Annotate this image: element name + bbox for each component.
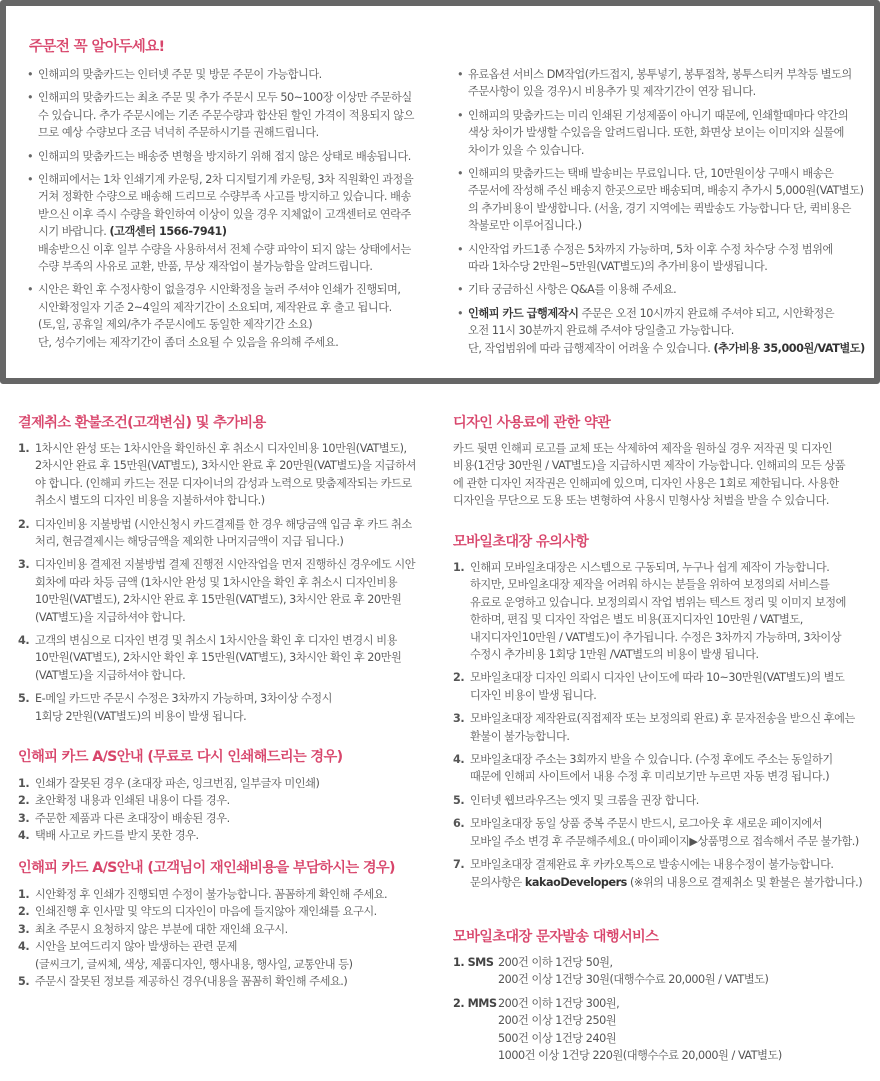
list-item: 4. 고객의 변심으로 디자인 변경 및 취소시 1차시안을 확인 후 디자인 변경시 비용 10만원(VAT별도), 2차시안 확인 후 15만원(VAT별도), 3차시안 확인 후 20만원 (VAT별도)을 지급하셔야 합니다. — [18, 634, 402, 682]
list-item: 5. 주문시 잘못된 정보를 제공하신 경우(내용을 꼼꼼히 확인해 주세요.) — [18, 975, 348, 989]
as-free-list — [18, 775, 438, 845]
list-item: 1. 1차시안 완성 또는 1차시안을 확인하신 후 취소시 디자인비용 10만원(VAT별도), 2차시안 완료 후 15만원(VAT별도), 3차시안 완료 후 20만원(VAT별도)을 지급하셔 야 합니다. (인해피 카드는 전문 디자이너의 감성과 노력으로 맞춤제작되는 카드로 취소시 별도의 디자인 비용을 지불하셔야 합니다.) — [18, 442, 416, 508]
list-item: 5. E-메일 카드만 주문시 수정은 3차까지 가능하며, 3차이상 수정시 1회당 2만원(VAT별도)의 비용이 발생 됩니다. — [18, 692, 332, 723]
refund-title: 결제취소 환불조건(고객변심) 및 추가비용 — [18, 415, 266, 431]
kakao-developers-label: kakaoDevelopers — [524, 875, 627, 889]
refund-list — [18, 440, 438, 731]
list-item: 6. 모바일초대장 동일 상품 중복 주문시 반드시, 로그아웃 후 새로운 페이지에서 모바일 주소 변경 후 주문해주세요.( 마이페이지▶상품명으로 접속해서 주문 불가함.) — [453, 817, 859, 848]
customer-center-phone: (고객센터 1566-7941) — [109, 225, 227, 239]
notice-title: 주문전 꼭 알아두세요! — [29, 39, 165, 55]
list-item: 4. 시안을 보여드리지 않아 발생하는 관련 문제 (글씨크기, 글씨체, 색상, 제품디자인, 행사내용, 행사일, 교통안내 등) — [18, 940, 353, 971]
mobile-list — [453, 559, 868, 897]
sms-list — [453, 954, 868, 1070]
notice-item: • 인해피에서는 1차 인쇄기계 카운팅, 2차 디지털기계 카운팅, 3차 직원확인 과정을 거쳐 정확한 수량으로 배송해 드리므로 수량부족 사고를 방지하고 있습니다. 배송 받으신 이후 즉시 수량을 확인하여 이상이 있을 경우 지체없이 고객센터로 연락주 시기 바랍니다. (고객센터 1566-7941) 배송받으신 이후 일부 수량을 사용하셔서 전체 수량 파악이 되지 않는 상태에서는 수량 부족의 사유로 교환, 반품, 무상 재작업이 불가능함을 알려드립니다. — [25, 171, 450, 275]
list-item: 3. 모바일초대장 제작완료(직접제작 또는 보정의뢰 완료) 후 문자전송을 받으신 후에는 환불이 불가능합니다. — [453, 712, 855, 743]
notice-item: • 시안작업 카드1종 수정은 5차까지 가능하며, 5차 이후 수정 차수당 수정 범위에 따라 1차수당 2만원~5만원(VAT별도)의 추가비용이 발생됩니다. — [455, 241, 870, 276]
as-paid-title: 인해피 카드 A/S안내 (고객님이 재인쇄비용을 부담하시는 경우) — [18, 860, 395, 876]
sms-title: 모바일초대장 문자발송 대행서비스 — [453, 929, 659, 945]
notice-item: • 인해피의 맞춤카드는 미리 인쇄된 기성제품이 아니기 때문에, 인쇄할때마다 약간의 색상 차이가 발생할 수있음을 알려드립니다. 또한, 화면상 보이는 이미지와 실물에 차이가 있을 수 있습니다. — [455, 107, 870, 159]
design-terms-text: 카드 뒷면 인해피 로고를 교체 또는 삭제하여 제작을 원하실 경우 저작권 및 디자인 비용(1건당 30만원 / VAT별도)을 지급하시면 제작이 가능합니다. 인해피의 모든 상품 에 관한 디자인 저작권은 인해피에 있으며, 디자인 사용은 1회로 제한됩니다. 사용한 디자인을 무단으로 도용 또는 변형하여 사용시 민형사상 처벌을 받을 수 있습니다. — [453, 442, 846, 508]
list-item: 1. 인쇄가 잘못된 경우 (초대장 파손, 잉크번짐, 일부글자 미인쇄) — [18, 777, 320, 790]
list-item: 4. 모바일초대장 주소는 3회까지 받을 수 있습니다. (수정 후에도 주소는 동일하기 때문에 인해피 사이트에서 내용 수정 후 미리보기만 누르면 자동 변경 됩니다.) — [453, 753, 833, 784]
list-item: 2. 인쇄진행 후 인사말 및 약도의 디자인이 마음에 들지않아 재인쇄를 요구시. — [18, 905, 377, 919]
list-item: 1. 시안확정 후 인쇄가 진행되면 수정이 불가능합니다. 꼼꼼하게 확인해 주세요. — [18, 888, 388, 901]
express-cost: (추가비용 35,000원/VAT별도) — [713, 341, 865, 355]
list-item: 2. 디자인비용 지불방법 (시안신청시 카드결제를 한 경우 해당금액 입금 후 카드 취소 처리, 현금결제시는 해당금액을 제외한 나머지금액이 지급 됩니다.) — [18, 517, 412, 549]
mms-row: 2. MMS 200건 이하 1건당 300원, 200건 이상 1건당 250원 500건 이상 1건당 240원 1000건 이상 1건당 220원(대행수수료 20,000원 / VAT별도) — [453, 996, 782, 1063]
list-item: 5. 인터넷 웹브라우즈는 엣지 및 크롬을 권장 합니다. — [453, 793, 699, 807]
notice-item: • 기타 궁금하신 사항은 Q&A를 이용해 주세요. — [455, 281, 870, 298]
list-item: 1. 인해피 모바일초대장은 시스템으로 구동되며, 누구나 쉽게 제작이 가능합니다. 하지만, 모바일초대장 제작을 어려워 하시는 분들을 위하여 보정의뢰 서비스를 유료로 운영하고 있습니다. 보정의뢰시 작업 범위는 텍스트 정리 및 이미지 보정에 한하며, 편집 및 디자인 작업은 별도 비용(표지디자인 10만원 / VAT별도, 내지디자인10만원 / VAT별도)이 추가됩니다. 수정은 3차까지 가능하며, 3차이상 수정시 추가비용 1회당 1만원 /VAT별도의 비용이 발생 됩니다. — [453, 561, 846, 662]
sms-row: 1. SMS 200건 이하 1건당 50원, 200건 이상 1건당 30원(대행수수료 20,000원 / VAT별도) — [453, 956, 769, 987]
notice-item: • 시안은 확인 후 수정사항이 없을경우 시안확정을 눌러 주셔야 인쇄가 진행되며, 시안확정일자 기준 2~4일의 제작기간이 소요되며, 제작완료 후 출고 됩니다. (토,일, 공휴일 제외/추가 주문시에도 동일한 제작기간 소요) 단, 성수기에는 제작기간이 좀더 소요될 수 있음을 유의해 주세요. — [25, 281, 450, 351]
mobile-title: 모바일초대장 유의사항 — [453, 534, 589, 550]
as-free-title: 인해피 카드 A/S안내 (무료로 다시 인쇄해드리는 경우) — [18, 749, 343, 765]
list-item: 3. 최초 주문시 요청하지 않은 부분에 대한 재인쇄 요구시. — [18, 922, 288, 936]
list-item: 3. 주문한 제품과 다른 초대장이 배송된 경우. — [18, 811, 230, 825]
list-item: 2. 초안확정 내용과 인쇄된 내용이 다를 경우. — [18, 794, 230, 808]
notice-item: • 인해피 카드 급행제작시 주문은 오전 10시까지 완료해 주셔야 되고, 시안확정은 오전 11시 30분까지 완료해 주셔야 당일출고 가능합니다. 단, 작업범위에 따라 급행제작이 어려울 수 있습니다. (추가비용 35,000원/VAT별도) — [455, 305, 870, 357]
design-terms-title: 디자인 사용료에 관한 약관 — [453, 415, 611, 431]
as-paid-list — [18, 886, 438, 990]
notice-item: • 인해피의 맞춤카드는 택배 발송비는 무료입니다. 단, 10만원이상 구매시 배송은 주문서에 작성해 주신 배송지 한곳으로만 배송되며, 배송지 추가시 5,000원(VAT별도) 의 추가비용이 발생합니다. (서울, 경기 지역에는 퀵발송도 가능합니다 단, 퀵비용은 착불로만 이루어집니다.) — [455, 165, 870, 235]
notice-right-column — [455, 66, 870, 363]
notice-item: • 유료옵션 서비스 DM작업(카드접지, 봉투넣기, 봉투접착, 봉투스티커 부착등 별도의 주문사항이 있을 경우)시 비용추가 및 제작기간이 연장 됩니다. — [455, 66, 870, 101]
notice-item: • 인해피의 맞춤카드는 최초 주문 및 추가 주문시 모두 50~100장 이상만 주문하실 수 있습니다. 추가 주문시에는 기존 주문수량과 합산된 할인 가격이 적용되지 않으 므로 예상 수량보다 조금 넉넉히 주문하시기를 권해드립니다. — [25, 89, 450, 141]
notice-box — [0, 0, 880, 384]
notice-item: • 인해피의 맞춤카드는 배송중 변형을 방지하기 위해 접지 않은 상태로 배송됩니다. — [25, 148, 450, 165]
notice-item: • 인해피의 맞춤카드는 인터넷 주문 및 방문 주문이 가능합니다. — [25, 66, 450, 83]
list-item: 7. 모바일초대장 결제완료 후 카카오톡으로 발송시에는 내용수정이 불가능합니다. 문의사항은 kakaoDevelopers (※위의 내용으로 결제취소 및 환불은 불가합니다.) — [453, 858, 863, 889]
list-item: 3. 디자인비용 결제전 지불방법 결제 진행전 시안작업을 먼저 진행하신 경우에도 시안 회차에 따라 차등 금액 (1차시안 완성 및 1차시안을 확인 후 취소시 디자인비용 10만원(VAT별도), 2차시안 완료 후 15만원(VAT별도), 3차시안 완료 후 20만원 (VAT별도)을 지급하셔야 합니다. — [18, 558, 416, 624]
list-item: 2. 모바일초대장 디자인 의뢰시 디자인 난이도에 따라 10~30만원(VAT별도)의 별도 디자인 비용이 발생 됩니다. — [453, 671, 845, 702]
express-label: 인해피 카드 급행제작시 — [468, 306, 579, 320]
notice-left-column — [25, 66, 450, 357]
list-item: 4. 택배 사고로 카드를 받지 못한 경우. — [18, 829, 199, 843]
